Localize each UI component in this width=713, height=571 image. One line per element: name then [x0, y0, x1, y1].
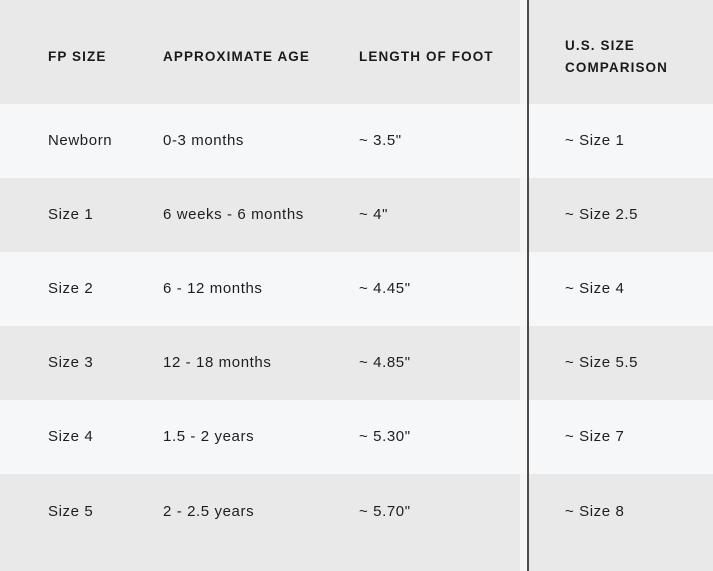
header-fp-size: FP SIZE [48, 49, 107, 64]
fp-size-cell: Size 3 [48, 354, 94, 371]
fp-size-cell: Size 5 [48, 503, 94, 520]
us-size-cell: ~ Size 2.5 [565, 206, 639, 223]
table-row [0, 326, 713, 400]
age-cell: 6 weeks - 6 months [163, 206, 304, 223]
age-cell: 12 - 18 months [163, 354, 272, 371]
fp-size-cell: Size 2 [48, 280, 94, 297]
table-row [0, 400, 713, 474]
column-divider-line [527, 0, 529, 571]
table-body [0, 104, 713, 571]
us-size-cell: ~ Size 8 [565, 503, 625, 520]
age-cell: 1.5 - 2 years [163, 428, 255, 445]
age-cell: 2 - 2.5 years [163, 503, 255, 520]
us-size-cell: ~ Size 5.5 [565, 354, 639, 371]
fp-size-cell: Size 1 [48, 206, 94, 223]
foot-length-cell: ~ 4" [359, 206, 388, 223]
header-us-size-comparison: U.S. SIZE COMPARISON [565, 38, 669, 75]
us-size-cell: ~ Size 1 [565, 132, 625, 149]
age-cell: 6 - 12 months [163, 280, 263, 297]
foot-length-cell: ~ 5.30" [359, 428, 411, 445]
foot-length-cell: ~ 3.5" [359, 132, 402, 149]
fp-size-cell: Size 4 [48, 428, 94, 445]
us-size-cell: ~ Size 4 [565, 280, 625, 297]
foot-length-cell: ~ 4.85" [359, 354, 411, 371]
table-row [0, 474, 713, 571]
table-header-row [0, 0, 713, 104]
foot-length-cell: ~ 5.70" [359, 503, 411, 520]
fp-size-cell: Newborn [48, 132, 113, 149]
age-cell: 0-3 months [163, 132, 245, 149]
us-size-cell: ~ Size 7 [565, 428, 625, 445]
header-approximate-age: APPROXIMATE AGE [163, 49, 311, 64]
foot-length-cell: ~ 4.45" [359, 280, 411, 297]
table-row [0, 104, 713, 178]
table-row [0, 252, 713, 326]
table-row [0, 178, 713, 252]
header-length-of-foot: LENGTH OF FOOT [359, 49, 494, 64]
